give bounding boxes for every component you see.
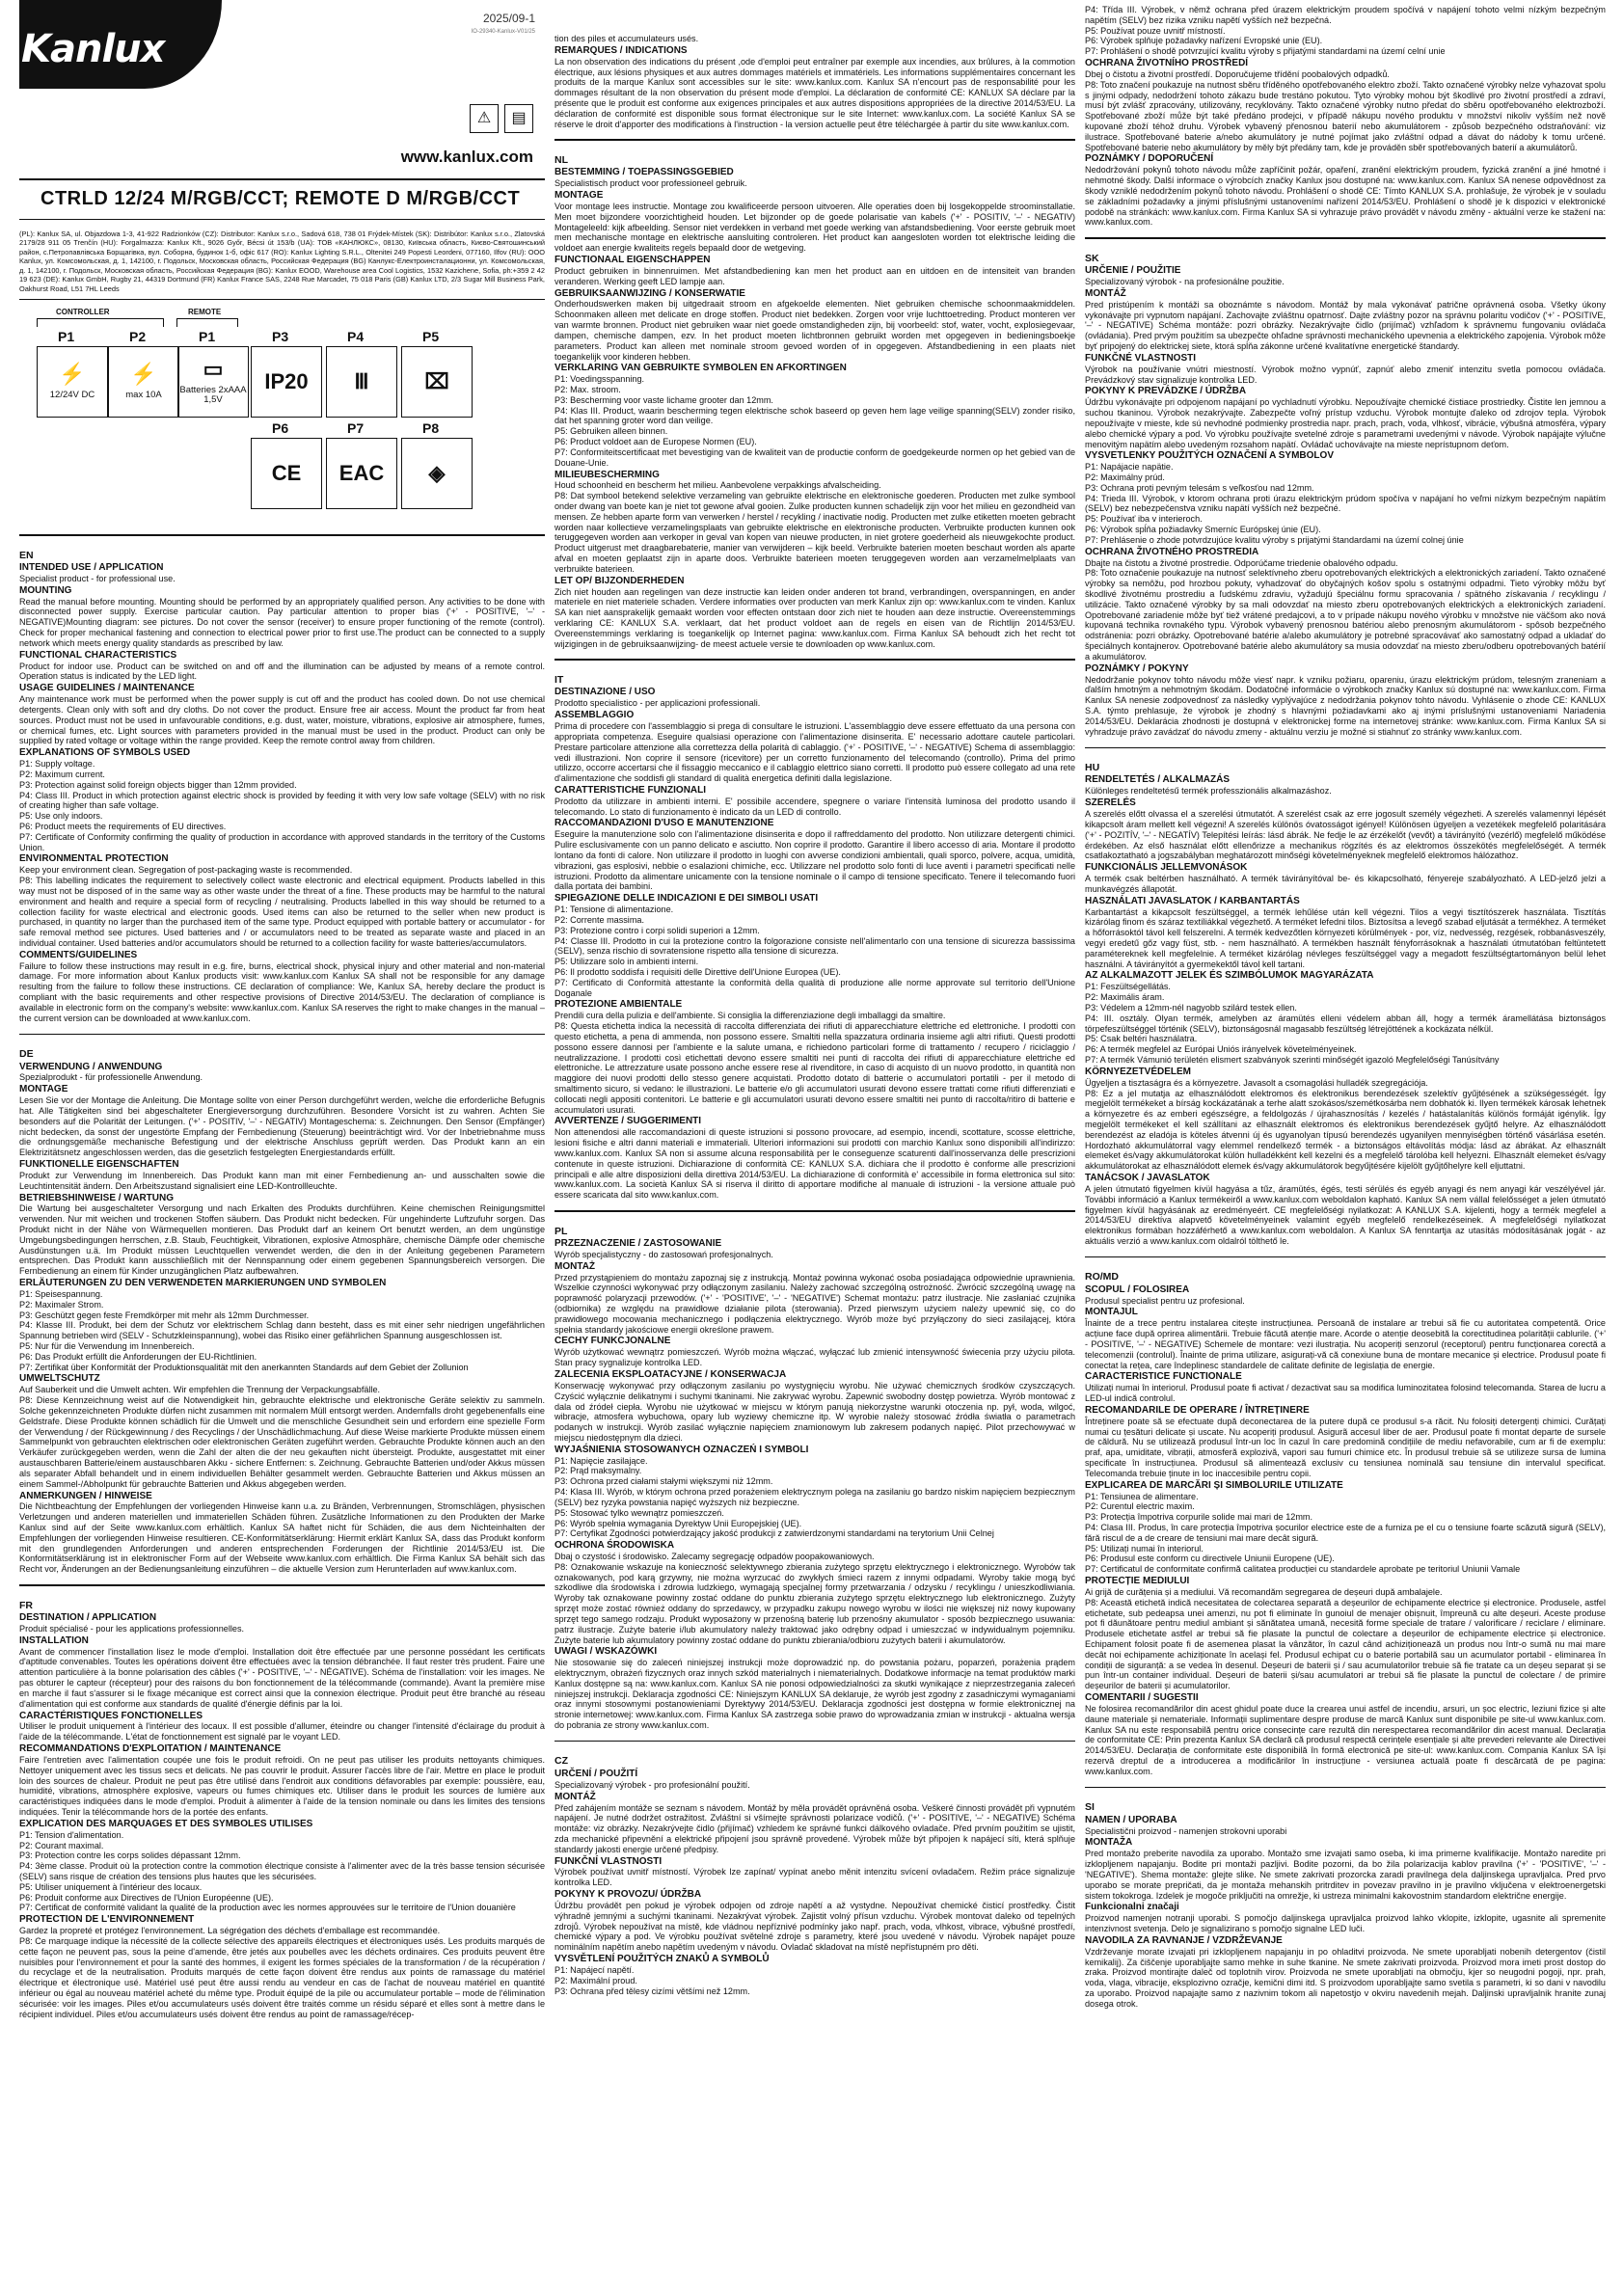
paragraph: P6: Product meets the requirements of EU directives. — [19, 821, 227, 831]
language-divider — [1085, 237, 1606, 239]
paragraph: P1: Feszültségellátás. — [1085, 982, 1171, 992]
paragraph: Proizvod namenjen notranji uporabi. S pomočjo daljinskega upravljalca proizvod lahko vklopite, izklopite, ugasnite ali spremenite intenzivnost svetenja. Delo je signalizirano s pomočjo signalne LED luči. — [1085, 1913, 1606, 1934]
section-heading: MONTAŽA — [1085, 1837, 1133, 1849]
section-heading: RENDELTETÉS / ALKALMAZÁS — [1085, 774, 1230, 786]
paragraph: P5: Nur für die Verwendung im Innenbereich. — [19, 1341, 195, 1352]
paragraph: P4: 3ème classe. Produit où la protection contre la commotion électrique consiste à l'alimenter avec de la très basse tension sécurisée (SELV) sans risque de création des tensions plus hautes que les sécurisées. — [19, 1861, 545, 1881]
paragraph: Údržbu provádět pen pokud je výrobek odpojen od zdroje napětí a až vystydne. Nepoužívat chemické čisticí prostředky. Čistit výhradně jemnými a suchými tkaninami. Nezakrývat výrobek. Zajistit volný přísun vzduchu. Výrobek montovat daleko od tepelných zdrojů. Výrobek nepoužívat na místě, kde vládnou nepříznivé podmínky jako např. prach, voda, vlhkost, vibrace, výbušné prostředí, chemické výpary a pod. Ve výrobku používat světelné zdroje s parametry, které jsou uvedené v návodu. Výrobek napájet pouze nominálním napětím anebo napětím uvedeným v návodu. Ovladač skladovat na místě nepřístupném pro děti. — [555, 1900, 1075, 1953]
paragraph: Výrobok na používanie vnútri miestností. Výrobok možno vypnúť, zapnúť alebo zmeniť intenzitu svetla pomocou ovládača. Prevádzkový stav signalizuje kontrolka LED. — [1085, 364, 1606, 385]
paragraph: Zich niet houden aan regelingen van deze instructie kan leiden onder anderen tot brand, verbrandingen, overspanningen, en ander materiele en niet materiele schaden. Verdere informaties over producten van merk Kanlux zijn op: www.kanlux.com te vinden. Kanlux SA kan niet aansprakelijk gemaakt worden voor effecten ontstaan door zich niet te houden aan deze instructie. Overeenstemmings verklaring CE: KANLUX S.A. verklaart, dat het product voldoet aan de regels en eisen van de Richtlijn 2014/53/EU. Overeenstemmings verklaring is toegankelijk op Internet pagina: www.kanlux.com. Firma Kanlux SA behoudt zich het recht tot wijzigingen in de gebruiksaanwijzing- de meest actuele versie te downloaden op www.kanlux.com. — [555, 586, 1075, 649]
section-heading: FUNKCIONÁLIS JELLEMVONÁSOK — [1085, 862, 1248, 874]
language-divider — [19, 1584, 545, 1586]
pictogram-label-6: P6 — [272, 420, 289, 437]
recycle-bin-symbol: ⌧ — [424, 369, 449, 394]
paragraph: P4: Trieda III. Výrobok, v ktorom ochrana proti úrazu elektrickým prúdom spočíva v napájaní ho veľmi nízkym bezpečným napätím (SELV) bez nebezpečenstva vzniku napätí vyšších než bezpečné. — [1085, 493, 1606, 514]
section-heading: POKYNY K PREVÁDZKE / ÚDRŽBA — [1085, 386, 1247, 397]
paragraph: P7: A termék Vámunió területén elismert szabványok szerinti minőségét igazoló Megfelelőségi Tanúsítvány — [1085, 1055, 1500, 1065]
paragraph: P5: Stosować tylko wewnątrz pomieszczeń. — [555, 1507, 724, 1518]
paragraph: Prodotto da utilizzare in ambienti interni. E' possibile accendere, spegnere o variare l'intensità luminosa del prodotto usando il telecomando. Lo stato di funzionamento è indicato da un LED di controllo. — [555, 796, 1075, 817]
section-heading: REMARQUES / INDICATIONS — [555, 44, 688, 56]
paragraph: Die Wartung bei ausgeschalteter Versorgung und nach Erkalten des Produkts durchführen. Keine chemischen Reinigungsmittel verwenden. Nur mit weichen und trockenen Stoffen säubern. Das Produkt nicht bedecken. Für ungehinderte Luftzufuhr sorgen. Das Produkt nicht in der Nähe von Wärmequellen montieren. Das Produkt darf an keinem Ort benutzt werden, an dem ungünstige Umgebungsbedingungen herrschen, z.B. Staub, Feuchtigkeit, Vibrationen, explosive Atmosphäre, chemische Dämpfe oder chemische Ausdünstungen u.ä. Im Produkt müssen Leuchtquellen verwendet werden, die den in der Anleitung gegebenen Parametern entsprechen. Das Produkt kann ausschließlich mit der Nennspannung oder einem gegebenen Spannungsbereich versorgen. Die Fernbedienung an einem für Kinder unzugänglichen Platz aufbewahren. — [19, 1203, 545, 1277]
lightning-bolt-symbol: ⚡ — [59, 361, 86, 386]
section-heading: CECHY FUNKCJONALNE — [555, 1336, 671, 1347]
controller-bracket — [37, 318, 164, 327]
paragraph: Specialistisch product voor professioneel gebruik. — [555, 178, 747, 189]
remote-group-label: REMOTE — [188, 308, 222, 317]
paragraph: Különleges rendeltetésű termék professzionális alkalmazáshoz. — [1085, 786, 1332, 797]
section-heading: SCOPUL / FOLOSIREA — [1085, 1283, 1190, 1295]
section-heading: PRZEZNACZENIE / ZASTOSOWANIE — [555, 1238, 722, 1249]
paragraph: P8: Diese Kennzeichnung weist auf die Notwendigkeit hin, gebrauchte elektrische und elektronische Geräte selektiv zu sammeln. Solche gekennzeichneten Produkte dürfen nicht zusammen mit normalem Müll entsorgt werden. Andernfalls droht gegebenenfalls eine Geldstrafe. Diese Produkte können schädlich für die Umwelt und die menschliche Gesundheit sein und erfordern eine spezielle Form der Verwendung / der Rückgewinnung / des Recyclings / der Unschädlichmachung. Auf diese Weise markierte Produkte müssen einem Sammelpunkt von gebrauchten elektrischen oder elektronischen Geräten zugeführt werden. Gebrauchte Produkte können auch an den Verkäufer zurückgegeben werden, wenn die Zahl der alten die der neu gekauften nicht übersteigt. Produkte, ausgestattet mit einer austauschbaren Batterie/einem austauschbaren Akku - sichere Entfernen: s. Zeichnung. Gebrauchte Batterien und/oder Akkus müssen als separater Abfall behandelt und in einem individuellen Behälter gesammelt werden. Gebrauchte Batterien und Akkus müssen an einem Sammel-/Abholpunkt für gebrauchte Batterien und Akkus abgegeben werden. — [19, 1395, 545, 1489]
paragraph: P6: Výrobok spĺňa požiadavky Smerníc Európskej únie (EU). — [1085, 525, 1321, 535]
section-heading: COMENTARII / SUGESTII — [1085, 1692, 1199, 1704]
language-code: FR — [19, 1599, 33, 1611]
section-heading: OCHRONA ŚRODOWISKA — [555, 1540, 675, 1552]
paragraph: P4: III. osztály. Olyan termék, amelyben az áramütés elleni védelem abban áll, hogy a termék áramellátása biztonságos törpefeszültséggel történik (SELV), biztonságosnál magasabb feszültség létrejöttének a kockázata nélkül. — [1085, 1013, 1606, 1034]
paragraph: P7: Certificatul de conformitate confirmă calitatea producției cu standardele aprobate pe teritoriul Uniunii Vamale — [1085, 1564, 1521, 1575]
column-left-body — [19, 550, 545, 2020]
section-heading: NAVODILA ZA RAVNANJE / VZDRŽEVANJE — [1085, 1934, 1283, 1946]
paragraph: P3: Ochrana proti pevným telesám s veľkosťou nad 12mm. — [1085, 482, 1314, 493]
paragraph: P6: Il prodotto soddisfa i requisiti delle Direttive dell'Unione Europea (UE). — [555, 966, 841, 977]
paragraph: P2: Courant maximal. — [19, 1840, 104, 1850]
section-heading: SZERELÉS — [1085, 797, 1136, 809]
section-heading: DESTINAZIONE / USO — [555, 687, 656, 698]
paragraph: P2: Max. stroom. — [555, 385, 621, 395]
paragraph: Ai grijă de curățenia și a mediului. Vă recomandăm segregarea de deșeuri după ambalajele. — [1085, 1586, 1443, 1597]
ce-mark-symbol: CE — [271, 461, 302, 486]
paragraph: P2: Maximális áram. — [1085, 992, 1165, 1003]
paragraph: Nedodržování pokynů tohoto návodu může zapříčinit požár, opaření, zranění elektrickým proudem, fyzická zranění a jiné hmotné i nehmotné škody. Další informace o výrobcích značky Kanlux jsou dostupné na: www.kanlux.com. Kanlux SA nenese odpovědnost za škody vzniklé nedodržením pokynů tohoto návodu. Prohlášení o shodě CE: Tímto KANLUX S.A. prohlašuje, že výrobek je v souladu se základními požadavky a jinými příslušnými ustanoveními nařízení 2014/53/EU. Prohlášení o shodě je k dispozici v elektronické podobě na stránkách: www.kanlux.com. Firma Kanlux SA si vyhrazuje právo provádět v návodu změny - aktuální verze ke stažení na: www.kanlux.com. — [1085, 165, 1606, 228]
paragraph: Dbej o čistotu a životní prostředí. Doporučujeme třídění poobalových odpadků. — [1085, 68, 1390, 79]
paragraph: Die Nichtbeachtung der Empfehlungen der vorliegenden Hinweise kann u.a. zu Bränden, Verbrennungen, Stromschlägen, physischen Verletzungen und anderen materiellen und immateriellen Schäden führen. Zusätzliche Informationen zu den Produkten der Marke Kanlux sind auf der Seite www.kanlux.com erhältlich. Kanlux SA haftet nicht für Schäden, die aus dem Nichteinhalten der Empfehlungen der vorliegenden Hinweise resultieren. CE-Konformitätserklärung: Hiermit erklärt Kanlux SA, dass das Produkt konform mit den grundlegenden Anforderungen und anderen entsprechenden Forderungen der Richtlinie 2014/53/EU ist. Die Konformitätserklärung ist in elektronischer Form auf der Webseite www.kanlux.com erhältlich. Die Firma Kanlux SA behält sich das Recht vor, Änderungen an der Bedienungsanleitung einzuführen – die aktuelle Version zum Herunterladen auf www.kanlux.com. — [19, 1501, 545, 1575]
language-divider — [19, 1034, 545, 1036]
paragraph: Specializovaný výrobok - na profesionálne použitie. — [1085, 277, 1285, 287]
section-heading: POZNÁMKY / DOPORUČENÍ — [1085, 153, 1214, 165]
paragraph: P7: Prohlášení o shodě potvrzující kvalitu výroby s přijatými standardami na území celní unie — [1085, 46, 1446, 57]
paragraph: P4: Class III. Product in which protection against electric shock is provided by feeding it with very low safe voltage (SELV) with no risk of creating higher than safe voltage. — [19, 790, 545, 811]
paragraph: Wyrób specjalistyczny - do zastosowań profesjonalnych. — [555, 1249, 773, 1259]
section-heading: GEBRUIKSAANWIJZING / KONSERWATIE — [555, 287, 745, 299]
paragraph: P1: Voedingsspanning. — [555, 374, 645, 385]
paragraph: Dbajte na čistotu a životné prostredie. Odporúčame triedenie obalového odpadu. — [1085, 557, 1398, 568]
section-heading: VERKLARING VAN GEBRUIKTE SYMBOLEN EN AFKORTINGEN — [555, 363, 847, 374]
paragraph: P4: Třída III. Výrobek, v němž ochrana před úrazem elektrickým proudem spočívá v napájení tohoto velmi nízkým bezpečným napětím (SELV) bez rizika vzniku napětí vyšších než bezpečná. — [1085, 5, 1606, 25]
paragraph: P1: Supply voltage. — [19, 759, 95, 770]
section-heading: CARATTERISTICHE FUNZIONALI — [555, 784, 707, 796]
website-link[interactable]: www.kanlux.com — [400, 148, 533, 166]
document-date: 2025/09-1 — [482, 12, 535, 25]
paragraph: Product gebruiken in binnenruimen. Met afstandbediening kan men het product aan en uitdoen en de intensiteit van branden veranderen. Werking geeft LED lampje aan. — [555, 265, 1075, 286]
paragraph: Pred montažo preberite navodila za uporabo. Montažo sme izvajati samo oseba, ki ima primerne kvalifikacije. Montažo naredite pri izklopljenem napajanju. Bodite pri montaži pazljivi. Bodite pozorni, da bo žila polarizacija kablov pravilna ('+' - 'POSITIVE', '–' - 'NEGATIVE'). Shema montaže: glejte slike. Ne smete zakrivati prozorcka zaradi pravilnega dela daljinskega upravljalca. Pred prvo uporabo se morate prepričati, da je montaža mehanskih pritrditev in povezav pravilno in je pravilno vključena v elektroenergetski sistem tokokroga. Izdelek je mogoče priključiti na omrežje, ki ustreza minimalni kakovostnim standardom električne energije. — [1085, 1849, 1606, 1901]
pictogram-label-7: P7 — [347, 420, 365, 437]
paragraph: P8: Toto značení poukazuje na nutnost sběru tříděného opotřebovaného elektro zboží. Takto označené výrobky nelze vyhazovat spolu s jinými odpady, nedodržení tohoto zákazu bude trestáno pokutou. Tyto výrobky mohou být škodlivé pro životní prostředí a zdraví, musí být zvlášť zpracovány, utilizovány, recyklovány. Takto označené výrobky nutno předat do sběru opotřebovaného elektrozboží. Spotřebované zboží může být také předáno prodejci, v případě nákupu nového produktu v množství nikoliv vyšším než nově kupované zboží téhož druhu. Výrobek vybavený přenosnou baterií nebo akumulátorem - způsob bezpečného odstraňování: viz ilustrace. Spotřebované baterie a/nebo akumulátory je nutné pojímat jako zvláštní odpad a dávat do nádoby k tomu určené. Spotřebované baterie nebo akumulátory by měly být předány tam, kde je prováděn sběr spotřebovaných baterií a akumulátorů. — [1085, 79, 1606, 152]
warning-triangle-icon: ⚠ — [470, 104, 499, 133]
document-header — [19, 0, 545, 178]
section-heading: ENVIRONMENTAL PROTECTION — [19, 853, 169, 865]
paragraph: P7: Conformiteitscertificaat met bevestiging van de kwaliteit van de productie conform de goedgekeurde normen op het gebied van de Douane-Unie. — [555, 446, 1075, 468]
lightning-bolt-icon — [108, 346, 179, 418]
section-heading: AVVERTENZE / SUGGERIMENTI — [555, 1116, 702, 1127]
paragraph: P5: Používať iba v interieroch. — [1085, 514, 1203, 525]
paragraph: P8: Această etichetă indică necesitatea de colectarea separată a deșeurilor de echipamente electrice și electronice. Produsele, astfel etichetate, sub pedeapsa unei amenzi, nu pot fi eliminate în gunoiul de menajer obișnuit, împreună cu alte deșeuri. Aceste produse pot fi dăunătoare pentru mediul ambiant și sănătatea umană, necesită forme speciale de tratare / valorificare / reciclare / eliminare. Produsele etichetate astfel ar trebui să fie plasate la punctul de colectare a deșeurilor de echipamente electrice și electronice. Echipament folosit poate fi de asemenea plasat la vânzător, în cazul când achiziționează un produs nou într-o sumă nu mai mare decât noi echipamente achiziționate în același fel. Produsul echipat cu o baterie portabilă sau un acumulator portabil - eliminarea în condiții de siguranță: a se vedea în desenul. Deșeuri de baterii și / sau acumulatorilor trebuie să fie tratate ca un deșeu separat și se pun într-un container individual. Deșeuri de baterii și/sau acumulatori ar trebui să fie plasate la punctul de colectare / de primire deșeurilor de baterii și acumulatorilor. — [1085, 1597, 1606, 1691]
section-heading: MILIEUBESCHERMING — [555, 469, 660, 480]
paragraph: P5: Utilizzare solo in ambienti interni. — [555, 957, 699, 967]
eac-mark-symbol: EAC — [338, 461, 385, 486]
language-code: CZ — [555, 1755, 568, 1768]
language-code: SI — [1085, 1801, 1095, 1814]
pictogram-table — [19, 308, 545, 525]
quality-mark-icon — [401, 438, 473, 509]
column-left — [19, 0, 545, 2296]
paragraph: Vzdrževanje morate izvajati pri izklopljenem napajanju in po ohladitvi proizvoda. Ne smete uporabljati nobenih detergentov (čistil kemikalij). Za čiščenje uporabljajte samo mehke in suhe tkanine. Ne smete zakrivati proizvoda. Proizvod mora imeti prost dostop do zraka. Proizvod montirajte daleč od toplotnih virov. Proizvoda ne smete uporabljati na območju, kjer so neugodni pogoji, npr. prah, voda, vlaga, vibracije, eksplozivno ozračje, kemični dimi itd. S proizvodom uporabljajte samo svetila s parametri, ki so dani v navodilu za uporabo. Proizvod napajajte samo z nazivnim tokom ali napetostjo v okviru navedenih mejah. Daljinski upravljalnik hranite zunaj dosega otrok. — [1085, 1946, 1606, 2009]
paragraph: P6: Product voldoet aan de Europese Normen (EU). — [555, 437, 757, 447]
section-heading: URČENIE / POUŽITIE — [1085, 265, 1181, 277]
paragraph: Înainte de a trece pentru instalarea citește instrucțiunea. Persoanã de instalare ar trebui sã fie cu autoritatea competentã. Orice acțiune face după oprirea alimentării. Trebuie făcută atenție mare. Acorde o atenție deosebită la corectitudinea polarității cablurile. ('+' - POSITIVE, '–' - NEGATIVE) Schemele de montare: vezi ilustrația. Nu acoperiți senzorul (receptorul) pentru funcționarea corectă a telecomenzii (controlul). Înainte de prima utilizare, asigurați-vă că conexiune buna de montare mecanice și electrice. Produsul poate fi conectat la rețea, care îndeplinesc standardele de calitate definite de legislația de energie. — [1085, 1318, 1606, 1370]
paragraph: P2: Corrente massima. — [555, 914, 644, 925]
paragraph: P2: Maximaler Strom. — [19, 1299, 104, 1310]
paragraph: Specializovaný výrobek - pro profesionální použití. — [555, 1779, 750, 1790]
section-heading: OCHRANA ŽIVOTNÍHO PROSTŘEDÍ — [1085, 58, 1249, 69]
paragraph: Read the manual before mounting. Mounting should be performed by an appropriately qualified person. Any activities to be done with disconnected power supply. Exercise particular caution. Pay particular attention to proper bias ('+' - POSITIVE, '–' - NEGATIVE)Mounting diagram: see pictures. Do not cover the sensor (receiver) to ensure proper functioning of the remote (control). Check for proper mechanical fastening and connection to electrical power prior to first use.The product can be connected to a supply network which meets energy quality standards as prescribed by law. — [19, 596, 545, 648]
section-heading: EXPLANATIONS OF SYMBOLS USED — [19, 747, 191, 759]
lightning-bolt-symbol: ⚡ — [130, 361, 157, 386]
section-heading: EXPLICATION DES MARQUAGES ET DES SYMBOLES UTILISES — [19, 1818, 313, 1829]
paragraph: P1: Napájacie napätie. — [1085, 462, 1174, 473]
paragraph: P3: Védelem a 12mm-nél nagyobb szilárd testek ellen. — [1085, 1002, 1297, 1013]
paragraph: Produsul specialist pentru uz profesional. — [1085, 1295, 1245, 1306]
paragraph: Keep your environment clean. Segregation of post-packaging waste is recommended. — [19, 865, 353, 876]
column-right — [1085, 5, 1606, 2290]
paragraph: P5: Csak beltéri használatra. — [1085, 1034, 1198, 1044]
class-iii-icon — [326, 346, 397, 418]
paragraph: P4: Klasse III. Produkt, bei dem der Schutz vor elektrischem Schlag dann besteht, dass es mit einer sehr niedrigen ungefährlichen Spannung betrieben wird (SELV - Schutzkleinspannung), wobei das Risiko einer gefährlichen Spannung ausgeschlossen ist. — [19, 1320, 545, 1341]
paragraph: P3: Ochrana před tělesy cizími většími než 12mm. — [555, 1985, 750, 1996]
paragraph: P7: Prehlásenie o zhode potvrdzujúce kvalitu výroby s prijatými štandardami na území colnej únie — [1085, 534, 1464, 545]
paragraph: P1: Speisespannung. — [19, 1288, 103, 1299]
paragraph: Specialist product - for professional use. — [19, 573, 176, 583]
section-heading: BETRIEBSHINWEISE / WARTUNG — [19, 1192, 175, 1203]
pictogram-caption: max 10A — [125, 389, 162, 400]
language-code: RO/MD — [1085, 1271, 1119, 1283]
ip20-icon — [251, 346, 322, 418]
battery-symbol: ▭ — [203, 356, 224, 381]
section-heading: COMMENTS/GUIDELINES — [19, 949, 138, 960]
section-heading: MONTAGE — [555, 190, 604, 202]
paragraph: Produit spécialisé - pour les applications professionnelles. — [19, 1623, 245, 1634]
section-heading: MOUNTING — [19, 584, 72, 596]
paragraph: tion des piles et accumulateurs usés. — [555, 34, 699, 43]
section-heading: FUNKTIONELLE EIGENSCHAFTEN — [19, 1159, 179, 1170]
section-heading: USAGE GUIDELINES / MAINTENANCE — [19, 683, 195, 694]
product-title: CTRLD 12/24 M/RGB/CCT; REMOTE D M/RGB/CCT — [41, 188, 521, 209]
section-heading: MONTÁŽ — [555, 1791, 596, 1802]
paragraph: P8: Ez a jel mutatja az elhasználódott elektromos és elektronikus berendezések szelektív gyűjtésének a szükségességét. Így megjelölt termékeket a bírság kockázatának a terhe alatt szokásos/szemétkosárba nem dobhatók ki. Ilyen termékek károsak lehetnek a környezetre és az emberi egészségre, a feldolgozás / újrahasznosítás / kezelés / hatástalanítás különös formáját igénylik. Így megjelölt termékeket el kell szállítani az elhasznált elektromos és elektronikus berendezések gyűjtő helyre. Az elhasználódott berendezést az eladója is köteles átvenni új és ugyanolyan típusú berendezés ugyanilyen mennyiségben történő vásárlása esetén. Hordozható akkumulátorral vagy elemmel rendelkező termék - a biztonságos eltávolítás módja: lásd az ábrákat. Az elhasznált elemeket és/vagy akkumulátorokat külön hulladékként kell kezelni és a megfelelő tárolóba kell helyezni. Elhasznált elemeket és/vagy akkumulátorokat az elhasználódott elemek és/vagy akkumulátorok begyűjtésére kijelölt gyűjtőhelyre kell eljuttatni. — [1085, 1088, 1606, 1172]
lightning-bolt-icon — [37, 346, 108, 418]
section-heading: WYJAŚNIENIA STOSOWANYCH OZNACZEŃ I SYMBOLI — [555, 1444, 809, 1455]
paragraph: Spezialprodukt - für professionelle Anwendung. — [19, 1072, 203, 1083]
section-heading: BESTEMMING / TOEPASSINGSGEBIED — [555, 167, 734, 178]
paragraph: P2: Maximálny prúd. — [1085, 473, 1165, 483]
paragraph: Údržbu vykonávajte pri odpojenom napájaní po vychladnutí výrobku. Nepoužívajte chemické čistiace prostriedky. Čistite len jemnou a suchou tkaninou. Výrobok nezakrývajte. Zabezpečte voľný prístup vzduchu. Výrobok montujte ďaleko od zdrojov tepla. Výrobok nepoužívajte v mieste, kde sú nevhodné podmienky prostredia napr. prach, prach, voda, vlhkosť, vibrácie, výbušná atmosféra, výpary alebo chemické výpary a pod. Vo výrobku používajte svetelné zdroje s parametrami uvedenými v návode. Výrobok napájajte výlučne menovitým napätím alebo uvedeným rozsahom napätí. Ovládač uchovávajte na mieste neprístupnom deťom. — [1085, 397, 1606, 449]
language-code: PL — [555, 1225, 568, 1237]
paragraph: P3: Protection contre les corps solides dépassant 12mm. — [19, 1850, 241, 1861]
recycle-bin-icon — [401, 346, 473, 418]
language-code: HU — [1085, 762, 1100, 773]
language-code: IT — [555, 673, 564, 686]
section-heading: MONTAJUL — [1085, 1307, 1138, 1318]
paragraph: Konserwację wykonywać przy odłączonym zasilaniu po wystygnięciu wyrobu. Nie używać chemicznych środków czyszczących. Czyścić wyłącznie delikatnymi i suchymi tkaninami. Nie zakrywać wyrobu. Zapewnić swobodny dostęp powietrza. Wyrób montować z dala od źródeł ciepła. Wyrobu nie użytkować w miejscu w którym panują niekorzystne warunki otoczenia np. pył, woda, wilgoć, wibracje, atmosfera wybuchowa, opary lub wyziewy chemiczne itp. W wyrobie należy stosować źródła światła o parametrach podanych w instrukcji. Wyrób zasilać wyłącznie napięciem znamionowym lub zakresem podanych napięć. Pilot przechowywać w miejscu niedostępnym dla dzieci. — [555, 1380, 1075, 1443]
paragraph: Przed przystąpieniem do montażu zapoznaj się z instrukcją. Montaż powinna wykonać osoba posiadająca odpowiednie uprawnienia. Wszelkie czynności wykonywać przy odłączonym zasilaniu. Należy zachować szczególną ostrożność. Zwrócić szczególną uwagę na poprawność polaryzacji przewodów. ('+' - 'POSITIVE', '–' - 'NEGATIVE') Schemat montażu: patrz ilustracje. Nie zasłaniać czujnika (odbiornika) ze względu na prawidłowe działanie pilota (sterowania). Przed pierwszym użyciem należy upewnić się, co do prawidłowego mocowania mechanicznego i podłączenia elektrycznego. Wyrób może być przyłączony do sieci zasilającej, która spełnia standardy jakościowe energii określone prawem. — [555, 1272, 1075, 1335]
paragraph: P2: Maximální proud. — [555, 1975, 637, 1985]
paragraph: Prodotto specialistico - per applicazioni professionali. — [555, 698, 761, 709]
paragraph: Gardez la propreté et protégez l'environnement. La ségrégation des déchets d'emballage est recommandée. — [19, 1926, 441, 1936]
section-heading: URČENÍ / POUŽITÍ — [555, 1768, 638, 1779]
section-heading: DESTINATION / APPLICATION — [19, 1612, 157, 1624]
paragraph: P5: Utiliser uniquement à l'intérieur des locaux. — [19, 1881, 203, 1892]
paragraph: Před zahájením montáže se seznam s návodem. Montáž by měla provádět oprávněná osoba. Veškeré činnosti provádět při vypnutém napájení. Je nutné dodržet ostražitost. Zvláštní si všímejte správnosti polarizace vodičů. ('+' - POSITIVE, '–' - NEGATIVE) Schéma montáže: viz obrázky. Nezakrývejte čidlo (přijímač) vzhledem ke správné funkci dálkového ovladače. Před prvním použitím se ujistit, zda mechanické připevnění a elektrické připojení jsou správně provedené. Výrobek může být připojen k napájecí síti, která splňuje standardy jakosti energie určené předpisy. — [555, 1802, 1075, 1854]
paragraph: A termék csak beltérben használható. A termék távirányítóval be- és kikapcsolható, fényereje szabályozható. A LED-jelző jelzi a munkavégzés állapotát. — [1085, 874, 1606, 894]
paragraph: Întreținere poate să se efectuate după deconectarea de la putere după ce produsul s-a răcit. Nu folosiți detergenți chimici. Curățați numai cu țesături delicate și uscate. Nu acoperiți produsul. Asigurã accesul liber de aer. Produsul poate fi montat departe de sursele de căldură. Nu se utilizează produsul într-un loc în cazul în care predomină condițiile de mediu nefavorabile, cum ar fi de exemplu: praf, apa, umiditate, vibrații, atmosferă explozivă, vapori sau fumuri chimice etc. În produsul trebuie sã se utilizeze sursa de lumina specificate în instrucțiunea. Produsul să alimentează exclusiv cu tensiunea nominală sau tensiune din intervalul specificat. Telecomanda trebuie ținute in loc inaccesibile pentru copii. — [1085, 1416, 1606, 1478]
paragraph: P3: Protecția împotriva corpurile solide mai mari de 12mm. — [1085, 1512, 1313, 1523]
paragraph: P7: Certificato di Conformità attestante la conformità della qualità di produzione alle norme approvate sul territorio dell'Unione Doganale — [555, 977, 1075, 998]
section-heading: POKYNY K PROVOZU/ ÚDRŽBA — [555, 1889, 702, 1901]
paragraph: La non observation des indications du présent ,ode d'emploi peut entraîner par exemple aux incendies, aux brûlures, à la commotion électrique, aux lésions physiques et aux autres dommages matériels et immatériels. Les informations supplémentaires concernant les produits de la marque Kanlux sont accessibles sur le site: www.kanlux.com. Kanlux SA n'encourt pas de responsabilité pour les dommages résultant de la non observation du présent mode d'emploi. La déclaration de conformité CE: KANLUX SA déclare par la présente que le produit est conforme aux exigences principales et aux autres dispositions appropriées de la directive 2014/53/EU. La déclaration de conformité est disponible sous format électronique sur le site Internet: www.kanlux.com. La société Kanlux SA se réserve le droit d'apporter des modifications à l'instruction - la version actuelle peut être téléchargée à partir du site www.kanlux.com. — [555, 56, 1075, 129]
paragraph: Utilizați numai în interiorul. Produsul poate fi activat / dezactivat sau sa modifica luminozitatea folosind telecomanda. Starea de lucru a LED-ul indică controlul. — [1085, 1383, 1606, 1404]
paragraph: Wyrób użytkować wewnątrz pomieszczeń. Wyrób można włączać, wyłączać lub zmienić intensywność świecenia przy użyciu pilota. Stan pracy sygnalizuje kontrolka LED. — [555, 1347, 1075, 1368]
paragraph: P8: Toto označenie poukazuje na nutnosť selektívneho zberu opotrebovaných elektrických a elektronických zariadení. Takto označené výrobky sa nemôžu, pod hrozbou pokuty, vyhadzovať do obyčajných košov spolu s ostatnými odpadmi. Tieto výrobky môžu byť škodlivé životnému prostrediu a ľudskému zdraviu, vyžadujú špeciálnu formu spracovania / spätného získavania / recyklingu / utilizácie. Takto označené výrobky by sa mali odovzdať na miesto zberu opotrebovaných elektrických a elektronických zariadení. Opotrebované zariadenie môže byť tiež vrátené predajcovi, a to v prípade nákupu nového výrobku v množstve nie väčšom ako nová kupovaná technika rovnakého typu. Výrobok vybavený prenosnou batériou alebo prenosným akumulátorom - spôsob bezpečného odstránenia: pozri obrázky. Opotrebované batérie a/alebo akumulátory je potrebné spracovávať ako samostatný odpad a ukladať do špeciálnych kontajnerov. Opotrebované batérie alebo akumulátory sa musia odovzdať na miesto zberu/odberu opotrebovaných batérií a akumulátorov. — [1085, 568, 1606, 662]
paragraph: Produkt zur Verwendung im Innenbereich. Das Produkt kann man mit einer Fernbedienung an- und ausschalten sowie die Leuchtintensität ändern. Den Arbeitszustand signalisiert eine LED-Kontrollleuchte. — [19, 1170, 545, 1191]
paragraph: P5: Používat pouze uvnitř místností. — [1085, 25, 1226, 36]
section-heading: OCHRANA ŽIVOTNÉHO PROSTREDIA — [1085, 546, 1259, 557]
paragraph: Prima di procedere con l'assemblaggio si prega di consultare le istruzioni. L'assemblaggio deve essere effettuato da una persona con appropriata competenza. Eseguire qualsiasi operazione con l'alimentazione disinserita. E' necessario adottare cautele particolari. Prestare particolare attenzione alla correttezza della polarità di cablaggio. ('+' - POSITIVE, '–' - NEGATIVE) Schema di assemblaggio: vedi illustrazioni. Non coprire il sensore (ricevitore) per un corretto funzionamento del telecomando (controllo). Prima del primo utilizzo, occorre accertarsi che il fissaggio meccanico e il cablaggio elettrico siano corretti. Il prodotto può essere collegato ad una rete d'alimentazione che soddisfi gli standard di qualità energetica definiti dalla legislazione. — [555, 721, 1075, 784]
section-heading: INTENDED USE / APPLICATION — [19, 562, 164, 574]
paragraph: Utiliser le produit uniquement à l'intérieur des locaux. Il est possible d'allumer, éteindre ou changer l'intensité d'éclairage du produit à l'aide de la télécommande. L'état de fonctionnement est signalé par le voyant LED. — [19, 1721, 545, 1742]
column-middle — [555, 34, 1075, 2290]
section-heading: MONTAGE — [19, 1084, 68, 1095]
section-heading: TANÁCSOK / JAVASLATOK — [1085, 1173, 1210, 1184]
paragraph: P7: Certyfikat Zgodności potwierdzający jakość produkcji z zatwierdzonymi standardami na terytorium Unii Celnej — [555, 1528, 994, 1539]
section-heading: CARACTERISTICE FUNCTIONALE — [1085, 1371, 1242, 1383]
section-divider — [19, 534, 545, 536]
paragraph: P3: Protezione contro i corpi solidi superiori a 12mm. — [555, 925, 760, 935]
paragraph: Lesen Sie vor der Montage die Anleitung. Die Montage sollte von einer Person durchgeführt werden, welche die erforderliche Befugnis hat. Alle Tätigkeiten sind bei abgeschalteter Energieversorgung durchzuführen. Besondere Vorsicht ist zu wahren. Achten Sie besonders auf die Polarität der Leitungen. ('+' - POSITIV, '–' - NEGATIV) Montageschema: s. Zeichnungen. Den Sensor (Empfänger) nicht bedecken, da sonst der ungestörte Empfang der Fernbedienung (Steuerung) beeinträchtigt wird. Vor der Inbetriebnahme muss die ordnungsgemäße mechanische Befestigung und der elektrische Anschluss geprüft werden. Das Produkt kann an ein Elektrizitätsnetz angeschlossen werden, das die gesetzlich festgelegten Energiestandards erfüllt. — [19, 1095, 545, 1158]
language-divider — [1085, 1256, 1606, 1258]
paragraph: Product for indoor use. Product can be switched on and off and the illumination can be adjusted by means of a remote control. Operation status is indicated by the LED light. — [19, 661, 545, 682]
language-code: DE — [19, 1048, 34, 1061]
distributor-addresses: (PL): Kanlux SA, ul. Objazdowa 1-3, 41-922 Radzionków (CZ): Distributor: Kanlux s.r.o., Sadová 618, 738 01 Frýdek-Místek (SK): Distribútor: Kanlux s.r.o., Zlatovská 2179/28 911 05 Trenčín (HU): Forgalmazza: Kanlux Kft., 9026 Győr, Bécsi út 153/b (UA): ТОВ «КАНЛЮКС», 08130, Київська область, Києво-Святошинський район, с.Петропавлівська Борщагівка, вул. Соборна, будинок 1-б, офіс 617 (RO): Kanlux Lighting S.R.L., Oltenitei 249 Popesti Leordeni, 077160, Ilfov (RU): OOO Kanlux, ул. Комсомольская, д. 1, 142100, г. Подольск, Московская область, Российская Федерация (BG) Канлукс-Електроинсталационни, ул. Комсомольская, д. 1, 142100, г. Подольск, Московская область, Российская Федерация (BG): Kanlux EOOD, Warehouse area Cool Logistics, 1532 Kazichene, Sofia, ph:+359 2 42 19 623 (DE): Kanlux GmbH, Rugby 21, 44319 Dortmund (FR) Kanlux France SAS, 2248 Rue Marcadet, 75 018 Paris (GB) Kanlux LTD, 2/3 Sugar Mill Business Park, Oakhurst Road, L51 7HL Leeds — [19, 219, 545, 300]
pictogram-label-3: P3 — [272, 329, 289, 345]
section-heading: MONTAŻ — [555, 1260, 596, 1272]
brand-name: Kanlux — [21, 27, 165, 71]
pictogram-label-4: P4 — [347, 329, 365, 345]
paragraph: P5: Utilizați numai în interiorul. — [1085, 1543, 1204, 1553]
paragraph: Houd schoonheid en bescherm het milieu. Aanbevolene verpakkings afvalscheiding. — [555, 480, 881, 491]
section-heading: ERLÄUTERUNGEN ZU DEN VERWENDETEN MARKIERUNGEN UND SYMBOLEN — [19, 1278, 387, 1289]
paragraph: P5: Use only indoors. — [19, 811, 103, 822]
paragraph: P3: Geschützt gegen feste Fremdkörper mit mehr als 12mm Durchmesser. — [19, 1310, 310, 1320]
eac-mark-icon — [326, 438, 397, 509]
section-heading: POZNÁMKY / POKYNY — [1085, 662, 1189, 674]
section-heading: Funkcionalni značaji — [1085, 1902, 1179, 1913]
battery-icon — [177, 346, 249, 418]
paragraph: Auf Sauberkeit und die Umwelt achten. Wir empfehlen die Trennung der Verpackungsabfälle. — [19, 1385, 381, 1395]
paragraph: P2: Prąd maksymalny. — [555, 1466, 642, 1476]
paragraph: Prendili cura della pulizia e dell'ambiente. Si consiglia la differenziazione degli imballaggi da smaltire. — [555, 1011, 946, 1021]
section-heading: VYSVĚTLENÍ POUŽITÝCH ZNAKŮ A SYMBOLŮ — [555, 1954, 770, 1965]
section-heading: EXPLICAREA DE MARCĂRI ȘI SIMBOLURILE UTILIZATE — [1085, 1479, 1343, 1491]
language-code: SK — [1085, 252, 1099, 264]
paragraph: Eseguire la manutenzione solo con l'alimentazione disinserita e dopo il raffreddamento del prodotto. Non utilizzare detergenti chimici. Pulire esclusivamente con un panno delicato e asciutto. Non coprire il prodotto. Garantire il libero accesso di aria. Montare il prodotto lontano da fonti di calore. Non utilizzare il prodotto in luoghi con avverse condizioni ambientali, quali sporco, polvere, acqua, umidità, vibrazioni, gas esplosivi, nebbie o esalazioni chimiche, ecc. Utilizzare nel prodotto solo fonti di luce aventi i parametri specificati nelle istruzioni. Prodotto da alimentare unicamente con la tensione nominale o il campo di tensione specificato. Tenere il telecomando fuori dalla portata dei bambini. — [555, 829, 1075, 892]
language-divider — [555, 659, 1075, 661]
section-heading: SPIEGAZIONE DELLE INDICAZIONI E DEI SIMBOLI USATI — [555, 893, 819, 905]
paragraph: P6: Výrobek splňuje požadavky nařízení Evropské unie (EU). — [1085, 36, 1323, 46]
section-heading: FUNCTIONAAL EIGENSCHAPPEN — [555, 255, 711, 266]
language-divider — [1085, 747, 1606, 749]
warning-icons — [470, 104, 533, 133]
paragraph: Karbantartást a kikapcsolt feszültséggel, a termék lehűlése után kell végezni. Tilos a vegyi tisztítószerek használata. Tisztítás kizárólag finom és száraz textíliákkal végezhető. A terméket lefedni tilos. Biztosítsa a levegő szabad eljutását a termékhez. A terméket a hőforrásoktól távol kell felszerelni. A termék kedvezőtlen környezeti körülmények - por, víz, nedvesség, rezgések, robbanásveszély, vegyi eredetű gőz vagy füst, stb. - nem használható. A termékben használt fényforrásoknak a használati útmutatóban feltüntetett paramétereknek kell megfelelnie. A terméket kizárólag névleges feszültséggel vagy a megadott feszültségtartományon belül lehet használni. A távirányítót a gyermekektől távol kell tartani. — [1085, 906, 1606, 969]
pictogram-label-5: P5 — [422, 329, 440, 345]
paragraph: P7: Certificate of Conformity confirming the quality of production in accordance with approved standards in the territory of the Customs Union. — [19, 831, 545, 852]
language-code: NL — [555, 153, 568, 166]
section-heading: FUNKČNÍ VLASTNOSTI — [555, 1855, 663, 1867]
paragraph: P8: Oznakowanie wskazuje na konieczność selektywnego zbierania zużytego sprzętu elektrycznego i elektronicznego. Wyrobów tak oznakowanych, pod karą grzywny, nie można wyrzucać do zwykłych śmieci razem z innymi odpadami. Wyroby takie mogą być szkodliwe dla środowiska i zdrowia ludzkiego, wymagają specjalnej formy przetwarzania / odzysku / recyklingu / unieszkodliwiania. Wyroby tak oznakowane powinny zostać oddane do punktu zbierania zużytego sprzętu elektrycznego lub elektronicznego. Zużyty sprzęt może zostać również oddany do sprzedawcy, w przypadku zakupu nowego wyrobu w ilości nie większej niż nowy kupowany sprzęt tego samego rodzaju. Produkt wyposażony w przenośną baterię lub przenośny akumulator - sposób bezpiecznego usuwania: patrz ilustracje. Zużyte baterie i/lub akumulatory należy traktować jako odrębny odpad i umieszczać w indywidualnym pojemniku. Zużyte baterie lub akumulatory powinny zostać oddane do punktu zbierania/odbioru zużytych baterii i akumulatorów. — [555, 1561, 1075, 1645]
paragraph: Ügyeljen a tisztaságra és a környezetre. Javasolt a csomagolási hulladék szegregációja. — [1085, 1077, 1428, 1088]
paragraph: P1: Tensiunea de alimentare. — [1085, 1491, 1199, 1501]
document-code: IO-29340-Kanlux-V01/25 — [471, 29, 535, 35]
paragraph: P1: Napięcie zasilające. — [555, 1455, 648, 1466]
paragraph: P5: Gebruiken alleen binnen. — [555, 426, 668, 437]
paragraph: P1: Tensione di alimentazione. — [555, 905, 674, 915]
section-heading: AZ ALKALMAZOTT JELEK ÉS SZIMBÓLUMOK MAGYARÁZATA — [1085, 970, 1374, 982]
paragraph: P2: Curentul electric maxim. — [1085, 1501, 1195, 1512]
section-heading: VERWENDUNG / ANWENDUNG — [19, 1061, 163, 1072]
paragraph: P8: Ce marquage indique la nécessité de la collecte sélective des appareils électriques et électroniques usés. Les produits marqués de cette façon ne peuvent pas, sous la peine d'amende, être jetés aux poubelles avec les déchets ordinaires. Ces produits peuvent être nuisibles pour l'environnement et pour la santé des hommes, il exigent les formes spéciales de la transformation / de la récupération / du recyclage et de la neutralisation. Produits marqués de cette façon doivent être rendus aux points de ramassage du matériel électrique et électronique usé. Matériel usé peut être aussi rendu au vendeur en cas de l'achat de nouveau matériel en quantité inférieur ou égal au nouveau matériel acheté du même type. Produit équipé de la pile ou accumulateur portable – mode de l'élimination sécurisée: voir les images. Piles et/ou accumulateurs usés doivent être traités comme un résidu séparé et elles sont à mettre dans le récipient individuel. Piles et/ou accumulateurs usés doivent être rendus au point de ramassage/récep- — [19, 1935, 545, 2019]
language-divider — [1085, 1787, 1606, 1789]
paragraph: P4: Klas III. Product, waarin bescherming tegen elektrische schok baseerd op geven hem lage veilige spanning(SELV) zonder risiko, dat het spanning groter word dan veilige. — [555, 405, 1075, 426]
section-heading: KÖRNYEZETVÉDELEM — [1085, 1066, 1192, 1077]
section-heading: HASZNÁLATI JAVASLATOK / KARBANTARTÁS — [1085, 895, 1300, 906]
paragraph: Faire l'entretien avec l'alimentation coupée une fois le produit refroidi. On ne peut pas utiliser les produits nettoyants chimiques. Nettoyer uniquement avec les tissus secs et delicats. Ne pas couvrir le produit. Assurer l'accès libre de l'air. Mettre en place le produit loin des sources de chaleur. Produit ne peut pas être utilisé dans l'endroit aux conditions défavorables par exemple: poussière, eau, humidité, vibrations, atmosphère explosive, vapeurs ou fumes chimiques etc. Utiliser dans le produit les sources de lumière aux caractéristiques indiquées dans le mode d'emploi. Produit à alimenter à l'aide de la tension nominale ou dans les limites des tensions indiquées. Tenir la télécommande hors de la portée des enfants. — [19, 1754, 545, 1817]
paragraph: P8: Questa etichetta indica la necessità di raccolta differenziata dei rifiuti di apparecchiature elettriche ed elettroniche. I prodotti con questo etichetta, a pena di ammenda, non possono essere. Smaltiti nella spazzatura ordinaria insieme agli altri rifiuti. Questi prodotti possono essere dannosi per l'ambiente e la salute umana, e richiedono particolari forme di trattamento / recupero / riciclaggio / neutralizzazione. I prodotti così etichettati devono essere smaltiti nei punti di raccolta dei rifiuti di apparecchiature elettriche ed elettroniche. Le attrezzature usate possono anche essere rese al rivenditore, in caso di acquisto di un nuovo prodotto, in quantità non maggiore dei nuovi prodotti dello stesso genere acquistati. Prodotto dotato di batterie o accumulatori portatili - per il metodo di smaltimento sicuro, si vedano: le illustrazioni. Le batterie e/o gli accumulatori usurati devono essere trattati come rifiuti differenziati e collocati negli appositi contenitori. Le batterie e gli accumulatori usurati devono essere smaltiti nei punto di raccolta/ritiro di batterie e accumulatori usurati. — [555, 1021, 1075, 1115]
section-heading: LET OP/ BIJZONDERHEDEN — [555, 575, 685, 586]
paragraph: A jelen útmutató figyelmen kívül hagyása a tűz, áramütés, égés, testi sérülés és egyéb anyagi és nem anyagi kár veszélyével jár. További információ a Kanlux termékeiről a www.kanlux.com weboldalon kapható. Kanlux SA nem vállal felelősséget a jelen útmutató figyelmen kívül hagyásának az eredményeért. CE megfelelőségi nyilatkozat: A KANLUX S.A. kijelenti, hogy a termék megfelel a 2014/53/EU direktíva alapvető követelményeinek valamint egyéb megfelelő rendelkezéseinek. A megfelelőségi nyilatkozat elektronikus formában hozzáférhető a www.kanlux.com weboldalon. A Kanlux SA fenntartja az utasítás módosításának jogát - az aktuális verzió a www.kanlux.com oldalról tölthető le. — [1085, 1183, 1606, 1246]
paragraph: Onderhoudswerken maken bij uitgedraait stroom en afgekoelde elementen. Niet gebruiken chemische schoonmaakmiddelen. Schoonmaken alleen met delicate en droge stoffen. Product niet bedekken. Zorgen voor vrije luchttoetreding. Product monteren ver van warmte bronnen. Product niet gebruiken waar niet goede omstandigheden zijn, bij voorbeeld: stof, water, vocht, explosiegevaar, dampen, chemische dampen, ezv. In het product moeten lichtbronnen gebruikt worden met opgegeven in bedieningsboekje parameters. Product kan alleen met nominale stroom gevoed worden of in opgegeven. Afstandbediening in een plaats niet toegankelijk voor kinderen hebben. — [555, 299, 1075, 362]
class-iii-symbol: Ⅲ — [354, 369, 369, 394]
pictogram-caption: 12/24V DC — [49, 389, 95, 400]
paragraph: P2: Maximum current. — [19, 769, 105, 779]
paragraph: P8: Dat symbool betekend selektive verzameling van gebruikte elektrische en elektronische goederen. Producten met zulke symbool onder dwang van boete kan je niet tot gewone afval gooien. Zulke producten kunnen schadelijk zijn voor het milieu en gezondheid van mensen. Ze hebben aparte form van verwerken / herstel / recykling / inactivatie nodig. Producten met zulke etiketten moeten gebracht worden naar kollectieve verzamelingsplaats van gebruikte elektrische en elektronische producten. Verbruikte producten kunnen ook teruggegeven worden aan verkoper in geval van kopen van nieuwe producten, in niet grotere goederheid als nieuwgekochte product. Product uitgerust met draagbarebaterie, manier van verwijderen – kijk beeld. Verbruikte baterien moeten beschaut worden als aparte afval en moeten geplaatst zijn in aparte doos. Verbruikte baterieen moeten teruggegeven worden aan verzamelmelplaats van verbruikte baterieen. — [555, 491, 1075, 574]
paragraph: P4: Clasa III. Produs, în care protecția împotriva șocurilor electrice este de a furniza pe el cu o tensiune foarte scăzută sigură (SELV), fără riscul de a de creare de tensiuni mai mare decât sigură. — [1085, 1523, 1606, 1543]
paragraph: P4: Klasa III. Wyrób, w którym ochrona przed porażeniem elektrycznym polega na zasilaniu go bardzo niskim napięciem bezpiecznym (SELV) bez ryzyka powstania napięć wyższych niż bezpieczne. — [555, 1487, 1075, 1507]
language-divider — [555, 1741, 1075, 1742]
section-heading: ANMERKUNGEN / HINWEISE — [19, 1490, 152, 1501]
section-heading: PROTECȚIE MEDIULUI — [1085, 1576, 1190, 1587]
paragraph: P3: Ochrona przed ciałami stałymi większymi niż 12mm. — [555, 1476, 773, 1487]
paragraph: P1: Napájecí napětí. — [555, 1964, 635, 1975]
paragraph: Ne folosirea recomandărilor din acest ghidul poate duce la crearea unui astfel de incendiu, arsuri, un șoc electric, leziuni fizice și alte daune materiale și nemateriale. Informații suplimentare despre produse de marcă Kanlux sunt disponibile pe site-ul www.kanlux.com. Kanlux SA nu este responsabilă pentru orice consecințe care rezultă din nerespectarea recomandărilor din acest manual. Declarația de conformitate CE: Prin prezenta Kanlux SA declară că produsul respectă cerințele esențiale și alte prevederi relevante ale Directivei 2014/53/EU. Declarația de conformitate este disponibilă în formă electronică pe site-ul: www.kanlux.com. Compania Kanlux SA își rezervă dreptul de a introducerea a modificărilor în instrucțiune - versiunea actuală poate fi descărcată de pe pagina: www.kanlux.com. — [1085, 1704, 1606, 1776]
section-heading: FUNKČNÉ VLASTNOSTI — [1085, 352, 1196, 364]
paragraph: P3: Bescherming voor vaste lichame grooter dan 12mm. — [555, 394, 773, 405]
ip20-symbol: IP20 — [264, 369, 309, 394]
section-heading: PROTECTION DE L'ENVIRONNEMENT — [19, 1914, 195, 1926]
paragraph: P1: Tension d'alimentation. — [19, 1829, 124, 1840]
paragraph: A szerelés előtt olvassa el a szerelési útmutatót. A szerelést csak az erre jogosult személy végezheti. A szerelés valamennyi lépését kikapcsolt áram mellett kell végezni! A szerelés különös óvatosságot igényel! Különösen ügyeljen a vezetékek megfelelő polaritására ('+' - POZITÍV, '–' - NEGATÍV) Telepítési leírás: lásd ábrák. Ne fedje le az érzékelőt (vevőt) a távirányító (vezérlő) megfelelő működése érdekében. Az első használat előtt ellenőrizze a mechanikus rögzítés és az elektromos összekötés megfelelőségét. A termék csatlakoztatható a jogszabályban meghatározott minőségi követelményeknek megfelelő elektromos hálózathoz. — [1085, 809, 1606, 861]
paragraph: Voor montage lees instructie. Montage zou kwalificeerde persoon uitvoeren. Alle operaties doen bij losgekoppelde stroominstallatie. Men moet bijzondere voorzichtigheid houden. Let bijzonder op de goede polarisatie van kabels ('+' - POSITIV, '–' - NEGATIV) Montageleeld: kijk afbeelding. Sensor niet verdekken in verband met goede werking van afstandsbediening. Voor eerste gebruik moet men mechanische montage en elektrische aansluiting controleren. Het product kan aangesloten worden tot elektrische leiding die voldoet aan energie kwaliteits regels bepaald door de wetgeving. — [555, 201, 1075, 254]
paragraph: Výrobek používat uvnitř místností. Výrobek lze zapínat/ vypínat anebo měnit intenzitu svícení ovladačem. Režim práce signalizuje kontrolka LED. — [555, 1867, 1075, 1888]
language-divider — [555, 139, 1075, 141]
section-heading: CARACTÉRISTIQUES FONCTIONELLES — [19, 1710, 203, 1721]
section-heading: ASSEMBLAGGIO — [555, 710, 635, 721]
paragraph: P7: Certificat de conformité validant la qualité de la production avec les normes approuvées sur le territoire de l'Union douanière — [19, 1903, 516, 1913]
section-heading: INSTALLATION — [19, 1634, 89, 1646]
paragraph: Avant de commencer l'installation lisez le mode d'emploi. Installation doit être effectuée par une personne possédant les certificats d'aptitude convenables. Toutes les opérations doivent être effectuées avec la tension débranchée. Il faut rester très prudent. Faire une attention particulière à la bonne polarisation des câbles ('+' - POSITIVE, '–' - NÉGATIVE). Schéma de l'installation: voir les images. Ne pas obturer le capteur (récepteur) pour des raisons du bon fonctionnement de la télécommande (commande). Avant la première mise en marche il faut s'assurer si le fixage mécanique est correct ainsi que la connexion électrique. Produit peut être branché au réseau d'alimentation qui est conforme aux standards de qualité d'énergie définis par la loi. — [19, 1646, 545, 1709]
section-heading: RECOMANDARILE DE OPERARE / ÎNTREȚINERE — [1085, 1404, 1310, 1416]
section-heading: VYSVETLENKY POUŽITÝCH OZNAČENÍ A SYMBOLOV — [1085, 450, 1334, 462]
section-heading: UMWELTSCHUTZ — [19, 1373, 100, 1385]
pictogram-label-1: P2 — [129, 329, 147, 345]
paragraph: P3: Protection against solid foreign objects bigger than 12mm provided. — [19, 779, 297, 790]
paragraph: Nie stosowanie się do zaleceń niniejszej instrukcji może doprowadzić np. do powstania pożaru, poparzeń, porażenia prądem elektrycznym, obrażeń fizycznych oraz innych szkód materialnych i niematerialnych. Dodatkowe informacje na temat produktów marki Kanlux dostępne są na: www.kanlux.com. Kanlux SA nie ponosi odpowiedzialności za skutki wynikające z nieprzestrzegania zaleceń niniejszej instrukcji. Deklaracja zgodności CE: Niniejszym KANLUX SA deklaruje, że wyrób jest zgodny z zasadniczymi wymaganiami oraz innymi stosownymi postanowieniami Dyrektywy 2014/53/EU. Deklaracja zgodności jest dostępna w formie elektronicznej na stronie internetowej: www.kanlux.com. Firma Kanlux SA zastrzega sobie prawo do wprowadzania zmian w instrukcji - aktualna wersja do pobrania ze strony www.kanlux.com. — [555, 1658, 1075, 1731]
language-divider — [555, 1210, 1075, 1212]
paragraph: P6: Produsul este conform cu directivele Uniunii Europene (UE). — [1085, 1553, 1335, 1564]
paragraph: P8: This labelling indicates the requirement to selectively collect waste electronic and electrical equipment. Products labelled in this way must not be disposed of in the same way as other waste under the threat of a fine. These products may be harmful to the natural environment and health and require a special form of recycling / neutralising. Products labelled in this way should be returned to a collection facility for waste electrical and electronic goods. Used items can also be returned to the seller when new product is purchased, in quantity no larger than the purchased item of the same type. Product equipped with portable battery or accumulator - for safe removal method see pictures. Used batteries and / or accumulators need to be treated as separate waste and placed in an individual container. Used batteries and/or accumulators should be returned to a collection facility for waste batteries/accumulators. — [19, 876, 545, 948]
paragraph: Dbaj o czystość i środowisko. Zalecamy segregację odpadów poopakowaniowych. — [555, 1552, 875, 1562]
paragraph: P7: Zertifikat über Konformität der Produktionsqualität mit den anerkannten Standards auf dem Gebiet der Zollunion — [19, 1362, 469, 1372]
paragraph: P6: Das Produkt erfüllt die Anforderungen der EU-Richtlinien. — [19, 1351, 257, 1362]
paragraph: P6: Produit conforme aux Directives de l'Union Européenne (UE). — [19, 1892, 274, 1903]
controller-group-label: CONTROLLER — [56, 308, 110, 317]
section-heading: RACCOMANDAZIONI D'USO E MANUTENZIONE — [555, 818, 774, 829]
paragraph: P6: Wyrób spełnia wymagania Dyrektyw Unii Europejskiej (UE). — [555, 1518, 802, 1528]
pictogram-label-0: P1 — [58, 329, 75, 345]
section-heading: FUNCTIONAL CHARACTERISTICS — [19, 649, 177, 661]
paragraph: Any maintenance work must be performed when the power supply is cut off and the product has cooled down. Do not use chemical detergents. Clean only with soft and dry cloths. Do not cover the product. Ensure free air access. Mount the product far from heat sources. Product must not be used in unfavourable conditions, e.g. dust, water, moisture, vibrations, explosive air atmosphere, fumes, or chemical fumes, etc. Light sources with parameters provided in the manual must be used in the product. Product can only be supplied by rated voltage or voltage within the range provided. Keep the remote control away from children. — [19, 694, 545, 746]
section-heading: MONTÁŽ — [1085, 287, 1126, 299]
paragraph: P6: A termék megfelel az Európai Uniós irányelvek követelményeinek. — [1085, 1044, 1357, 1055]
language-code: EN — [19, 549, 34, 561]
paragraph: Specialistični proizvod - namenjen strokovni uporabi — [1085, 1825, 1287, 1836]
pictogram-label-2: P1 — [199, 329, 216, 345]
paragraph: Non attenendosi alle raccomandazioni di queste istruzioni si possono provocare, ad esempio, incendi, scottature, scosse elettriche, lesioni fisiche e altri danni materiali e immateriali. Ulteriori informazioni sui prodotti con marchio Kanlux sono disponibili all'indirizzo: www.kanlux.com. Kanlux SA non si assume alcuna responsabilità per le conseguenze scaturenti dall'inosservanza delle prescrizioni contenute in queste istruzioni. Dichiarazione di conformità CE: KANLUX S.A. dichiara che il prodotto è conforme alle prescrizioni principali e alle altre disposizioni della direttiva 2014/53/EU. La dichiarazione di conformità e' accessibile in forma elettronica sul sito: www.kanlux.com. La società Kanlux SA si riserva il diritto di apportare modifiche al manuale di istruzioni - la versione attuale può essere scaricata dal sito www.kanlux.com. — [555, 1127, 1075, 1201]
quality-mark-symbol: ◈ — [428, 461, 446, 486]
read-manual-icon: ▤ — [504, 104, 533, 133]
ce-mark-icon — [251, 438, 322, 509]
paragraph: Failure to follow these instructions may result in e.g. fire, burns, electrical shock, physical injury and other material and non-material damage. For more information about Kanlux products visit: www.kanlux.com Kanlux SA shall not be responsible for any damage resulting from the failure to follow these instructions. CE declaration of compliance: We, Kanlux SA, hereby declare the product is compliant with the basic requirements and other respective provisions of Directive 2014/53/EU. The declaration of compliance is available in electronic form on the company's website: www.kanlux.com. Kanlux SA reserves the right to make changes in the manual – the current version can be downloaded at www.kanlux.com. — [19, 960, 545, 1023]
remote-bracket — [176, 318, 238, 327]
section-heading: PROTEZIONE AMBIENTALE — [555, 999, 683, 1011]
section-heading: ZALECENIA EKSPLOATACYJNE / KONSERWACJA — [555, 1368, 787, 1380]
paragraph: Nedodržanie pokynov tohto návodu môže viesť napr. k vzniku požiaru, opareniu, úrazu elektrickým prúdom, telesným zraneniam a ďalším hmotným a nehmotným škodám. Dodatočné informácie o výrobkoch značky Kanlux sú dostupné na: www.kanlux.com. Firma Kanlux SA nenesie zodpovednosť za následky vyplývajúce z nedodržania pokynov tohto návodu. Vyhlásenie o zhode CE: KANLUX S.A. týmto prehlasuje, že výrobok je zhodný s hlavnými požiadavkami ako aj inými príslušnými ustanoveniami Nariadenia 2014/53/EU. Deklarácia zhodnosti je dostupná v elektronickej forme na internetovej stránke: www.kanlux.com. Firma Kanlux SA si vyhradzuje právo zavádzať do návodu zmeny - aktuálnu verziu je možné si stiahnuť zo stránky www.kanlux.com. — [1085, 674, 1606, 737]
section-heading: NAMEN / UPORABA — [1085, 1814, 1177, 1825]
section-heading: UWAGI / WSKAZÓWKI — [555, 1646, 658, 1658]
paragraph: P4: Classe III. Prodotto in cui la protezione contro la folgorazione consiste nell'alimentarlo con una tensione di sicurezza bassissima (SELV), senza rischio di sovratensione rispetto alla tensione di sicurezza. — [555, 935, 1075, 957]
pictogram-label-8: P8 — [422, 420, 440, 437]
paragraph: Pred pristúpením k montáži sa oboznámte s návodom. Montáž by mala vykonávať patrične oprávnená osoba. Všetky úkony vykonávajte pri vypnutom napájaní. Zachovajte zvláštnu opatrnosť. Dajte zvláštny pozor na správnu polaritu vodičov ('+' - POSITIVE, '–' - NEGATIVE) Schéma montáže: pozri obrázky. Nezakrývajte čidlo (prijímač) vzhľadom k správnemu fungovaniu ovládača (ovládania). Pred prvým použitím sa ubezpečte ohľadne správnosti mechanického upevnenia a elektrického zapojenia. Výrobok môže byť pripojený do elektrickej siete, ktorá spĺňa zákonne určené kvalitatívne energetické štandardy. — [1085, 299, 1606, 352]
pictogram-caption: Batteries 2xAAA 1,5V — [179, 384, 247, 406]
kanlux-logo — [19, 0, 222, 89]
section-heading: RECOMMANDATIONS D'EXPLOITATION / MAINTENANCE — [19, 1743, 282, 1755]
